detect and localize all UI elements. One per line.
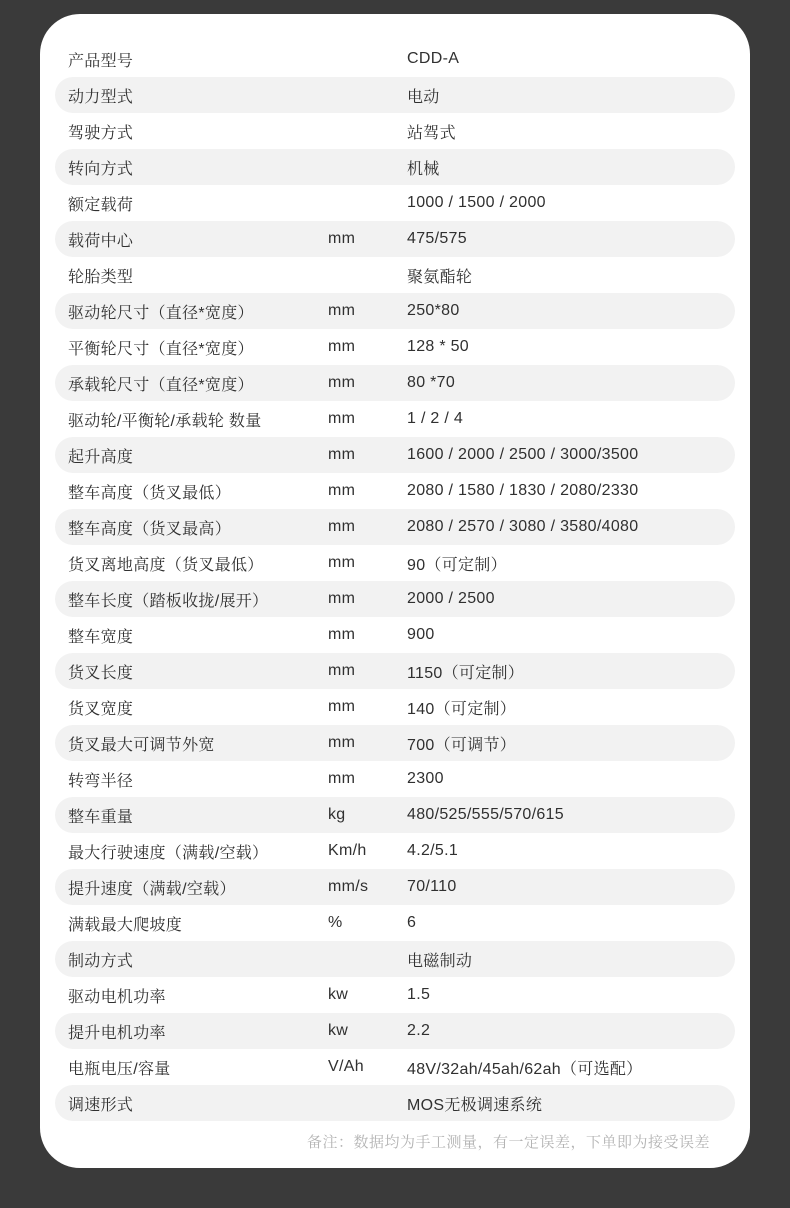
row-value: 1.5 <box>407 986 431 1003</box>
row-value: 2080 / 1580 / 1830 / 2080/2330 <box>407 482 639 499</box>
row-label: 满载最大爬坡度 <box>68 916 183 934</box>
spec-table <box>40 41 750 1121</box>
row-label: 轮胎类型 <box>68 268 134 286</box>
table-row <box>55 185 735 221</box>
row-label: 起升高度 <box>68 448 134 466</box>
row-unit: mm <box>328 626 356 643</box>
row-unit: mm <box>328 338 356 355</box>
table-row <box>55 545 735 581</box>
table-row <box>55 761 735 797</box>
table-row <box>55 1085 735 1121</box>
row-label: 提升电机功率 <box>68 1024 166 1042</box>
table-row <box>55 221 735 257</box>
table-row <box>55 401 735 437</box>
table-row <box>55 617 735 653</box>
table-row <box>55 977 735 1013</box>
row-unit: mm <box>328 590 356 607</box>
table-row <box>55 329 735 365</box>
row-value: 2300 <box>407 770 444 787</box>
row-value: 480/525/555/570/615 <box>407 806 564 823</box>
row-label: 制动方式 <box>68 952 134 970</box>
row-label: 货叉宽度 <box>68 700 134 718</box>
table-row <box>55 941 735 977</box>
table-row <box>55 833 735 869</box>
row-unit: mm <box>328 662 356 679</box>
note-text: 备注：数据均为手工测量，有一定误差，下单即为接受误差 <box>306 1134 710 1151</box>
row-value: 2000 / 2500 <box>407 590 495 607</box>
row-label: 产品型号 <box>68 52 134 70</box>
row-value: 1150（可定制） <box>407 664 525 682</box>
table-row <box>55 689 735 725</box>
table-row <box>55 797 735 833</box>
table-row <box>55 437 735 473</box>
spec-card <box>40 14 750 1168</box>
row-value: 250*80 <box>407 302 460 319</box>
table-row <box>55 581 735 617</box>
row-label: 货叉最大可调节外宽 <box>68 736 215 754</box>
row-label: 最大行驶速度（满载/空载） <box>68 844 269 862</box>
row-label: 整车长度（踏板收拢/展开） <box>68 592 269 610</box>
row-label: 电瓶电压/容量 <box>68 1060 171 1078</box>
row-value: 900 <box>407 626 435 643</box>
row-unit: mm <box>328 230 356 247</box>
row-value: MOS无极调速系统 <box>407 1096 543 1114</box>
row-label: 整车宽度 <box>68 628 134 646</box>
row-unit: mm <box>328 518 356 535</box>
row-label: 整车重量 <box>68 808 134 826</box>
table-row <box>55 725 735 761</box>
row-unit: mm <box>328 302 356 319</box>
row-value: 70/110 <box>407 878 457 895</box>
row-label: 额定载荷 <box>68 196 134 214</box>
row-value: 48V/32ah/45ah/62ah（可选配） <box>407 1060 643 1078</box>
table-row <box>55 365 735 401</box>
row-value: 2080 / 2570 / 3080 / 3580/4080 <box>407 518 639 535</box>
row-unit: mm <box>328 410 356 427</box>
row-label: 驱动电机功率 <box>68 988 166 1006</box>
row-value: 1 / 2 / 4 <box>407 410 464 427</box>
row-label: 动力型式 <box>68 88 134 106</box>
row-label: 调速形式 <box>68 1096 134 1114</box>
row-label: 转弯半径 <box>68 772 134 790</box>
table-row <box>55 473 735 509</box>
row-unit: mm <box>328 446 356 463</box>
row-value: 80 *70 <box>407 374 456 391</box>
row-unit: mm <box>328 734 356 751</box>
row-unit: mm <box>328 554 356 571</box>
row-label: 载荷中心 <box>68 232 134 250</box>
row-label: 承载轮尺寸（直径*宽度） <box>68 376 254 394</box>
table-row <box>55 653 735 689</box>
row-unit: kw <box>328 1022 349 1039</box>
row-value: 90（可定制） <box>407 556 507 574</box>
row-unit: mm <box>328 374 356 391</box>
row-unit: mm <box>328 770 356 787</box>
table-row <box>55 1013 735 1049</box>
table-row <box>55 149 735 185</box>
row-value: 6 <box>407 914 417 931</box>
row-value: 电磁制动 <box>407 952 473 970</box>
row-value: 140（可定制） <box>407 700 517 718</box>
row-value: 聚氨酯轮 <box>407 268 473 286</box>
row-value: 700（可调节） <box>407 736 517 754</box>
row-unit: kw <box>328 986 349 1003</box>
table-row <box>55 293 735 329</box>
row-value: 2.2 <box>407 1022 431 1039</box>
row-unit: Km/h <box>328 842 367 859</box>
row-label: 货叉离地高度（货叉最低） <box>68 556 264 574</box>
row-value: 4.2/5.1 <box>407 842 459 859</box>
row-label: 货叉长度 <box>68 664 134 682</box>
table-row <box>55 905 735 941</box>
row-value: CDD-A <box>407 50 460 67</box>
row-unit: V/Ah <box>328 1058 364 1075</box>
table-row <box>55 77 735 113</box>
row-label: 整车高度（货叉最低） <box>68 484 232 502</box>
row-unit: mm/s <box>328 878 369 895</box>
row-value: 1000 / 1500 / 2000 <box>407 194 546 211</box>
row-unit: mm <box>328 698 356 715</box>
row-value: 机械 <box>407 160 440 178</box>
row-value: 128 * 50 <box>407 338 470 355</box>
row-label: 驱动轮尺寸（直径*宽度） <box>68 304 254 322</box>
row-label: 整车高度（货叉最高） <box>68 520 232 538</box>
row-label: 平衡轮尺寸（直径*宽度） <box>68 340 254 358</box>
row-value: 475/575 <box>407 230 467 247</box>
row-unit: kg <box>328 806 346 823</box>
table-row <box>55 869 735 905</box>
row-unit: mm <box>328 482 356 499</box>
table-row <box>55 113 735 149</box>
table-row <box>55 257 735 293</box>
table-row <box>55 41 735 77</box>
table-row <box>55 509 735 545</box>
row-label: 提升速度（满载/空载） <box>68 880 236 898</box>
row-label: 转向方式 <box>68 160 134 178</box>
table-row <box>55 1049 735 1085</box>
row-value: 电动 <box>407 88 440 106</box>
row-value: 站驾式 <box>407 124 456 142</box>
row-value: 1600 / 2000 / 2500 / 3000/3500 <box>407 446 639 463</box>
row-unit: % <box>328 914 343 931</box>
row-label: 驾驶方式 <box>68 124 134 142</box>
row-label: 驱动轮/平衡轮/承载轮 数量 <box>68 412 262 430</box>
